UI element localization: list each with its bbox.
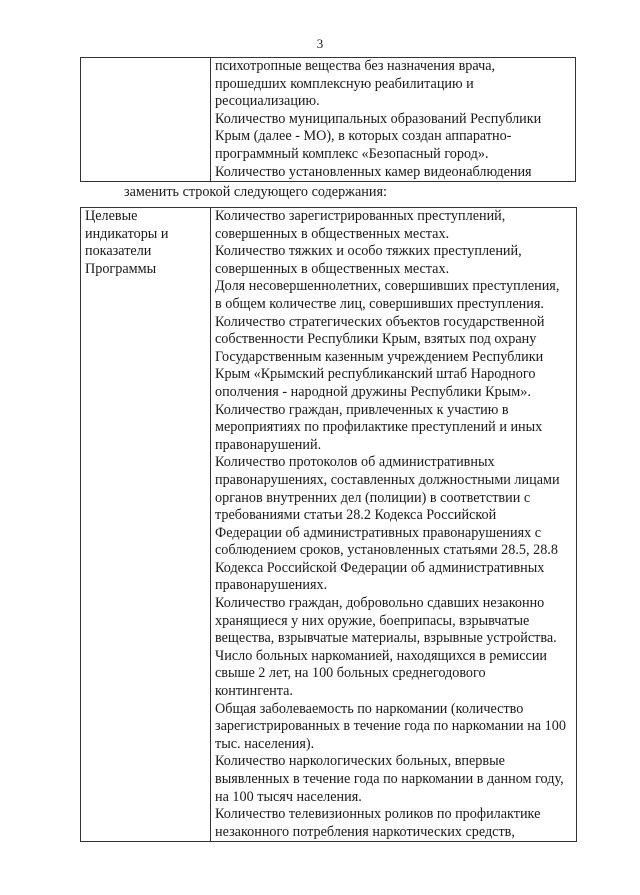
table-row xyxy=(81,58,576,182)
cell-text-line: совершенных в общественных местах. xyxy=(215,260,450,277)
heading-text-line: показатели xyxy=(85,243,152,260)
cell-text-line: незаконного потребления наркотических средств, xyxy=(215,823,515,840)
heading-text-line: Целевые xyxy=(85,208,138,224)
heading-text-line: Программы xyxy=(85,260,157,277)
cell-text-line: программный комплекс «Безопасный город». xyxy=(215,145,489,162)
heading-text-line: индикаторы и xyxy=(85,225,169,242)
cell-text-line: Доля несовершеннолетних, совершивших преступления, xyxy=(215,278,560,295)
cell-text-line: правонарушений. xyxy=(215,436,322,453)
cell-text-line: Количество муниципальных образований Республики xyxy=(215,110,542,127)
cell-text-line: психотропные вещества без назначения врача, xyxy=(215,58,496,74)
cell-text-line: Количество граждан, привлеченных к участию в xyxy=(215,401,509,418)
cell-text-line: ресоциализацию. xyxy=(215,93,320,110)
cell-text-line: Общая заболеваемость по наркомании (количество xyxy=(215,700,524,717)
cell-text-line: Количество наркологических больных, впервые xyxy=(215,753,505,770)
cell-text-line: Крым «Крымский республиканский штаб Народного xyxy=(215,366,536,383)
cell-text-line: ополчения - народной дружины Республики Крым». xyxy=(215,383,531,400)
cell-text-line: Количество тяжких и особо тяжких преступлений, xyxy=(215,243,522,260)
cell-text-line: тыс. населения). xyxy=(215,735,315,752)
cell-text-line: свыше 2 лет, на 100 больных среднегодового xyxy=(215,665,486,682)
cell-text-line: Количество зарегистрированных преступлений, xyxy=(215,208,506,224)
replacement-instruction: заменить строкой следующего содержания: xyxy=(124,184,387,200)
cell-text-line: Количество протоколов об административных xyxy=(215,454,495,471)
table-cell-heading xyxy=(81,208,211,842)
cell-text-line: Федерации об административных правонарушениях с xyxy=(215,524,542,541)
cell-text-line: Количество телевизионных роликов по профилактике xyxy=(215,806,541,823)
cell-text-line: Количество установленных камер видеонаблюдения xyxy=(215,163,532,180)
cell-text-line: органов внутренних дел (полиции) в соответствии с xyxy=(215,489,531,506)
cell-text-line: в общем количестве лиц, совершивших преступления. xyxy=(215,295,544,312)
cell-text-line: требованиями статьи 28.2 Кодекса Российской xyxy=(215,507,497,524)
table-cell-left-empty xyxy=(81,58,211,182)
table-row xyxy=(81,208,577,842)
page-number: 3 xyxy=(316,36,324,51)
cell-text-line: собственности Республики Крым, взятых под охрану xyxy=(215,331,537,348)
cell-text-line: прошедших комплексную реабилитацию и xyxy=(215,75,474,92)
cell-text-line: вещества, взрывчатые материалы, взрывные устройства. xyxy=(215,630,557,647)
cell-text-line: зарегистрированных в течение года по наркомании на 100 xyxy=(215,718,566,735)
cell-text-line: Кодекса Российской Федерации об административных xyxy=(215,559,545,576)
cell-text-line: Количество стратегических объектов государственной xyxy=(215,313,545,330)
cell-text-line: соблюдением сроков, установленных статьями 28.5, 28.8 xyxy=(215,542,558,559)
previous-table-fragment xyxy=(80,57,576,182)
program-indicators-table xyxy=(80,207,577,842)
cell-text-line: контингента. xyxy=(215,683,293,700)
cell-text-line: совершенных в общественных местах. xyxy=(215,225,450,242)
table-cell-indicators xyxy=(211,208,577,842)
cell-text-line: Крым (далее - МО), в которых создан аппаратно- xyxy=(215,128,512,145)
cell-text-line: хранящиеся у них оружие, боеприпасы, взрывчатые xyxy=(215,612,530,629)
cell-text-line: на 100 тысяч населения. xyxy=(215,788,362,805)
table-cell-right xyxy=(211,58,576,182)
cell-text-line: правонарушениях, составленных должностными лицами xyxy=(215,471,560,488)
cell-text-line: правонарушениях. xyxy=(215,577,328,594)
cell-text-line: Количество граждан, добровольно сдавших незаконно xyxy=(215,595,545,612)
cell-text-line: выявленных в течение года по наркомании в данном году, xyxy=(215,771,564,787)
cell-text-line: Государственным казенным учреждением Республики xyxy=(215,348,544,365)
cell-text-line: мероприятиях по профилактике преступлений и иных xyxy=(215,419,543,436)
cell-text-line: Число больных наркоманией, находящихся в ремиссии xyxy=(215,647,548,664)
